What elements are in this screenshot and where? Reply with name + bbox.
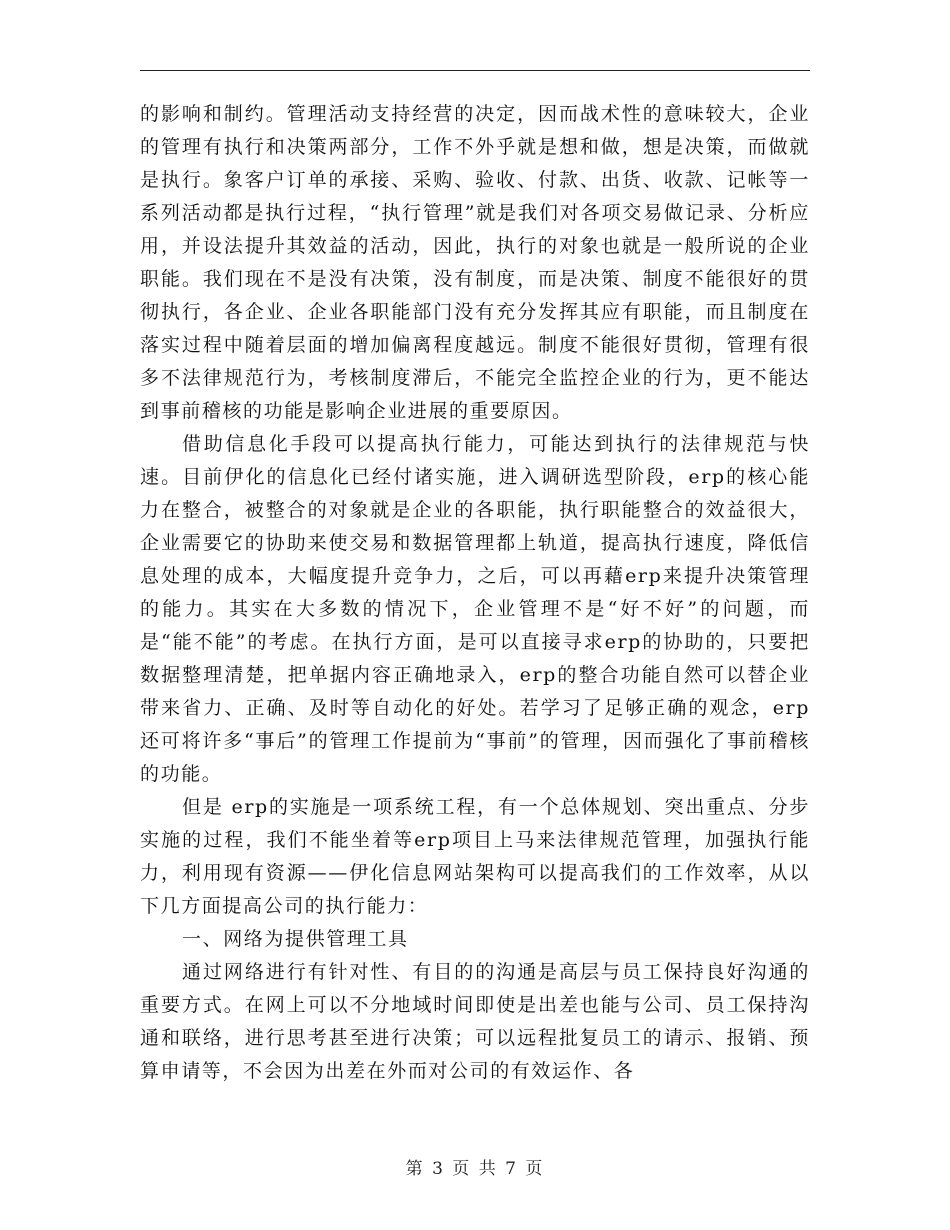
header-rule bbox=[140, 70, 810, 71]
paragraph-continuation: 的影响和制约。管理活动支持经营的决定，因而战术性的意味较大，企业的管理有执行和决策两部分，工作不外乎就是想和做，想是决策，而做就是执行。象客户订单的承接、采购、验收、付款、出货、收款、记帐等一系列活动都是执行过程，“执行管理”就是我们对各项交易做记录、分析应用，并设法提升其效益的活动，因此，执行的对象也就是一般所说的企业职能。我们现在不是没有决策，没有制度，而是决策、制度不能很好的贯彻执行，各企业、企业各职能部门没有充分发挥其应有职能，而且制度在落实过程中随着层面的增加偏离程度越远。制度不能很好贯彻，管理有很多不法律规范行为，考核制度滞后，不能完全监控企业的行为，更不能达到事前稽核的功能是影响企业进展的重要原因。 bbox=[140, 103, 810, 422]
paragraph-informatization: 借助信息化手段可以提高执行能力，可能达到执行的法律规范与快速。目前伊化的信息化已经付诸实施，进入调研选型阶段，erp的核心能力在整合，被整合的对象就是企业的各职能，执行职能整合的效益很大，企业需要它的协助来使交易和数据管理都上轨道，提高执行速度，降低信息处理的成本，大幅度提升竞争力，之后，可以再藉erp来提升决策管理的能力。其实在大多数的情况下，企业管理不是“好不好”的问题，而是“能不能”的考虑。在执行方面，是可以直接寻求erp的协助的，只要把数据整理清楚，把单据内容正确地录入，erp的整合功能自然可以替企业带来省力、正确、及时等自动化的好处。若学习了足够正确的观念，erp还可将许多“事后”的管理工作提前为“事前”的管理，因而强化了事前稽核的功能。 bbox=[140, 433, 810, 785]
page-number-footer: 第 3 页 共 7 页 bbox=[405, 1159, 545, 1179]
paragraph-network-communication: 通过网络进行有针对性、有目的的沟通是高层与员工保持良好沟通的重要方式。在网上可以不分地域时间即使是出差也能与公司、员工保持沟通和联络，进行思考甚至进行决策；可以远程批复员工的请示、报销、预算申请等，不会因为出差在外而对公司的有效运作、各 bbox=[140, 961, 810, 1082]
paragraph-erp-implementation: 但是 erp的实施是一项系统工程，有一个总体规划、突出重点、分步实施的过程，我们不能坐着等erp项目上马来法律规范管理，加强执行能力，利用现有资源——伊化信息网站架构可以提高我们的工作效率，从以下几方面提高公司的执行能力： bbox=[140, 796, 810, 917]
document-body bbox=[140, 98, 810, 1088]
section-heading: 一、网络为提供管理工具 bbox=[182, 928, 409, 950]
